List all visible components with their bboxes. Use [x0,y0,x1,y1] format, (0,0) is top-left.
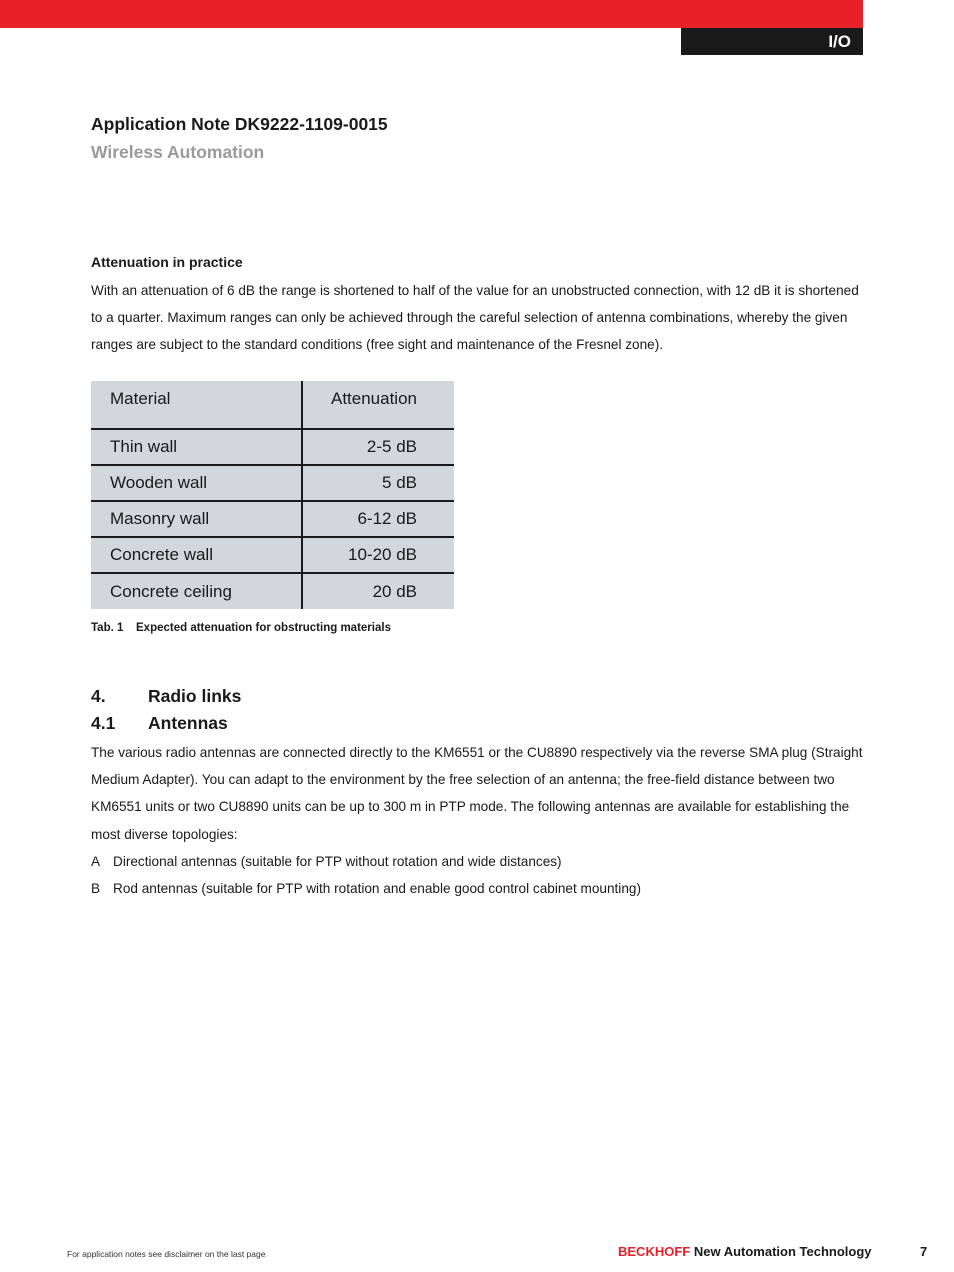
table-row [91,573,454,609]
table-row [91,465,454,501]
table-cell-material: Masonry wall [91,501,302,537]
list-item [91,848,562,875]
table-cell-material: Concrete wall [91,537,302,573]
document-subtitle: Wireless Automation [91,142,265,162]
table-cell-attenuation: 5 dB [302,465,454,501]
list-item-text: Rod antennas (suitable for PTP with rotation and enable good control cabinet mounting) [113,881,641,896]
brand-logo: BECKHOFF [618,1244,691,1259]
table-row [91,429,454,465]
subsection-number: 4.1 [91,713,116,733]
header-red-bar [0,0,863,28]
list-item-letter: B [91,881,101,896]
table-cell-material: Wooden wall [91,465,302,501]
table-row [91,537,454,573]
table-cell-attenuation: 10-20 dB [302,537,454,573]
table-caption [91,622,391,634]
section-tag: I/O [681,28,863,55]
table-cell-attenuation: 20 dB [302,573,454,609]
brand-tagline: New Automation Technology [693,1244,872,1259]
antennas-paragraph: The various radio antennas are connected directly to the KM6551 or the CU8890 respectively via the reverse SMA plug (Straight Medium Adapter). You can adapt to the environment by the free selection of an antenna; the free-field distance between two KM6551 units or two CU8890 units can be up to 300 m in PTP mode. The following antennas are available for establishing the most diverse topologies: [91,745,863,842]
table-header-material: Material [91,381,302,429]
attenuation-heading: Attenuation in practice [91,254,243,270]
table-cell-material: Thin wall [91,429,302,465]
table-cell-attenuation: 6-12 dB [302,501,454,537]
section-number: 4. [91,686,106,706]
footer-brand [618,1244,872,1259]
attenuation-table [91,381,454,609]
table-caption-text: Expected attenuation for obstructing materials [136,622,391,634]
footer-disclaimer: For application notes see disclaimer on the last page [67,1249,266,1259]
page-number: 7 [920,1244,928,1259]
section-title: Radio links [148,686,242,706]
list-item [91,875,641,902]
attenuation-paragraph: With an attenuation of 6 dB the range is shortened to half of the value for an unobstructed connection, with 12 dB it is shortened to a quarter. Maximum ranges can only be achieved through the careful selection of antenna combinations, whereby the given ranges are subject to the standard conditions (free sight and maintenance of the Fresnel zone). [91,283,859,353]
list-item-letter: A [91,854,101,869]
table-header-attenuation: Attenuation [302,381,454,429]
table-cell-attenuation: 2-5 dB [302,429,454,465]
table-cell-material: Concrete ceiling [91,573,302,609]
table-row [91,501,454,537]
document-title: Application Note DK9222-1109-0015 [91,114,388,134]
subsection-title: Antennas [148,713,228,733]
list-item-text: Directional antennas (suitable for PTP without rotation and wide distances) [113,854,562,869]
table-header-row [91,381,454,429]
table-caption-label: Tab. 1 [91,622,124,634]
